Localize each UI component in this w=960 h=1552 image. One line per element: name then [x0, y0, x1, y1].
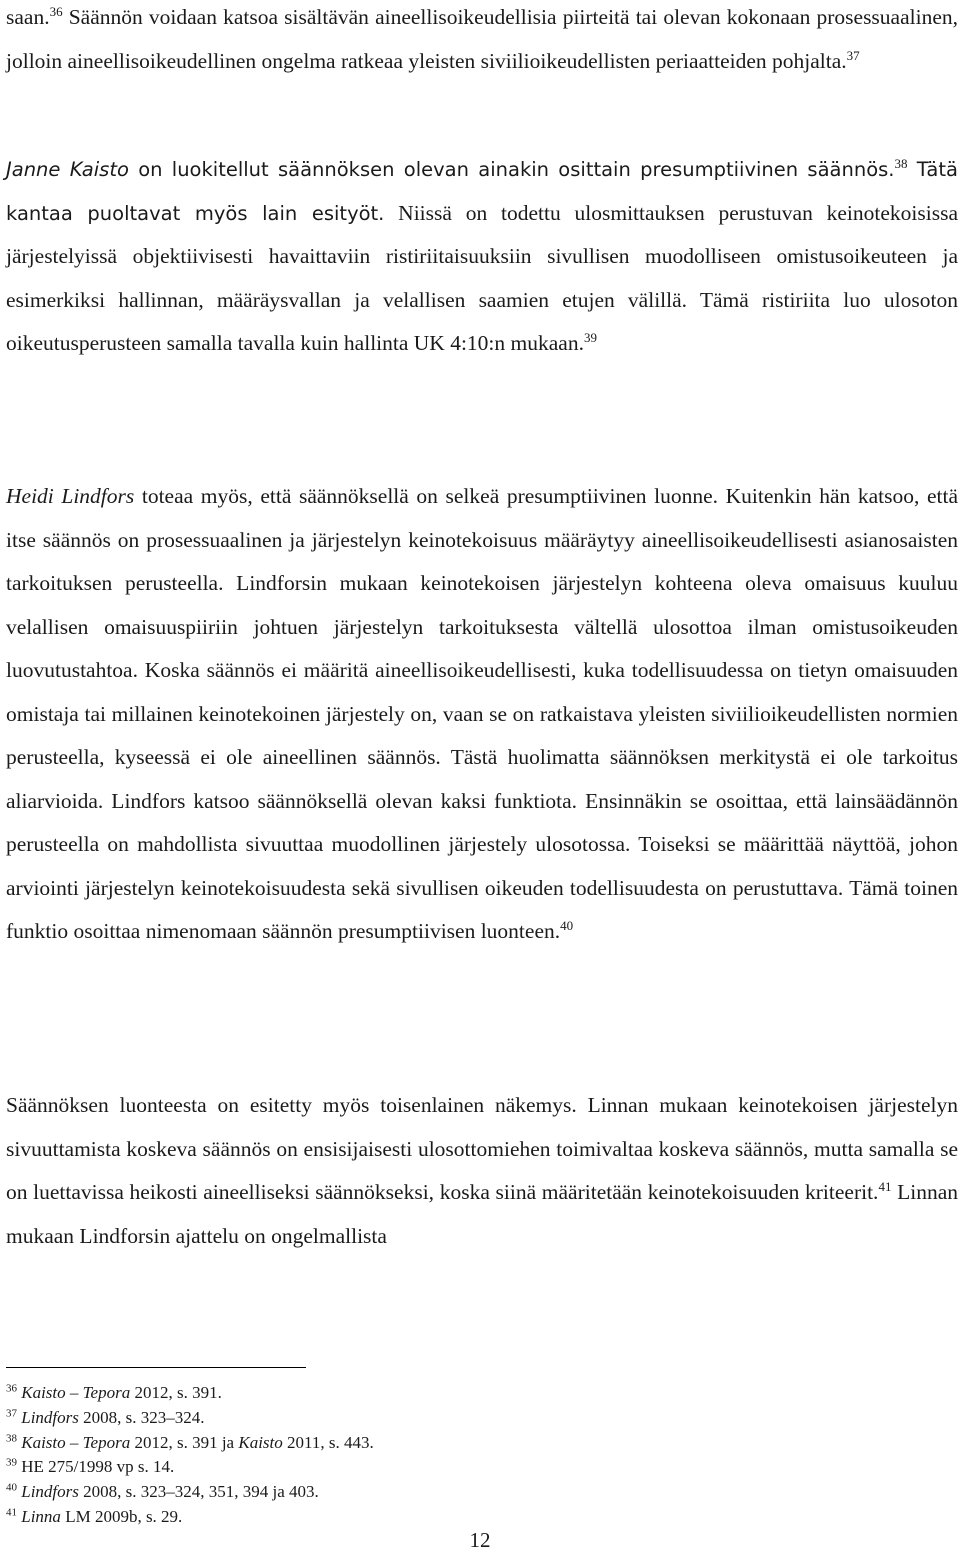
- footnote-author: Linna: [21, 1506, 61, 1526]
- footnote-author: Kaisto – Tepora: [21, 1432, 131, 1452]
- footnote-ref: 40: [560, 917, 574, 933]
- page-number: 12: [469, 1528, 491, 1552]
- paragraph-text: saan.: [6, 5, 50, 29]
- footnote-number: 39: [6, 1456, 17, 1469]
- footnote: [6, 1480, 906, 1505]
- paragraph-text: Niissä on todettu ulosmittauksen perustuvan keinotekoisissa järjestelyissä objektiivisesti havaittaviin ristiriitaisuuksiin sivullisen muodolliseen omistusoikeuteen ja esimerkiksi hallinnan, määräysvallan ja velallisen saamien etujen välillä. Tämä ristiriita luo ulosoton oikeutusperusteen samalla tavalla kuin hallinta UK 4:10:n mukaan.: [6, 200, 959, 355]
- paragraph-2: [6, 148, 958, 366]
- footnote-text: 2011, s. 443.: [282, 1432, 374, 1452]
- paragraph-1: [6, 0, 958, 83]
- footnote-ref: 39: [583, 329, 597, 345]
- footnotes: [6, 1381, 906, 1530]
- footnote-author: Lindfors: [21, 1407, 79, 1427]
- paragraph-text: toteaa myös, että säännöksellä on selkeä presumptiivinen luonne. Kuitenkin hän katsoo, että itse säännös on prosessuaalinen ja järjestelyn keinotekoisuus määräytyy aineellisoikeudellisesti asianosaisten tarkoituksen perusteella. Lindforsin mukaan keinotekoisen järjestelyn kohteena oleva omaisuus kuuluu velallisen omaisuuspiiriin johtuen järjestelyn tarkoituksesta vältellä ulosottoa ilman omistusoikeuden luovutustahtoa. Koska säännös ei määritä aineellisoikeudellisesti, kuka todellisuudessa on tietyn omaisuuden omistaja tai millainen keinotekoinen järjestely on, vaan se on ratkaistava yleisten siviilioikeudellisten normien perusteella, kyseessä ei ole aineellinen säännös. Tästä huolimatta säännöksen merkitystä ei ole tarkoitus aliarvioida. Lindfors katsoo säännöksellä olevan kaksi funktiota. Ensinnäkin se osoittaa, että lainsäädännön perusteella on mahdollista sivuuttaa muodollinen järjestely ulosotossa. Toiseksi se määrittää näyttöä, johon arviointi järjestelyn keinotekoisuudesta sekä sivullisen oikeuden todellisuudesta on perustuttava. Tämä toinen funktio osoittaa nimenomaan säännön presumptiivisen luonteen.: [6, 484, 959, 943]
- footnote-text: 2008, s. 323–324.: [78, 1407, 205, 1427]
- paragraph-3: [6, 475, 958, 954]
- footnote-number: 41: [6, 1506, 17, 1519]
- paragraph-text: Säännön voidaan katsoa sisältävän aineellisoikeudellisia piirteitä tai olevan kokonaan prosessuaalinen, jolloin aineellisoikeudellinen ongelma ratkeaa yleisten siviilioikeudellisten periaatteiden pohjalta.: [6, 5, 958, 73]
- footnote-number: 38: [6, 1431, 17, 1444]
- footnote-author: Kaisto: [238, 1432, 283, 1452]
- footnote-text: 2012, s. 391 ja: [130, 1432, 239, 1452]
- footnote-text: 2008, s. 323–324, 351, 394 ja 403.: [78, 1482, 319, 1502]
- paragraph-text: Linnan mukaan Lindforsin ajattelu on ongelmallista: [6, 1180, 958, 1248]
- footnote-number: 37: [6, 1407, 17, 1420]
- footnote-text: LM 2009b, s. 29.: [60, 1506, 183, 1526]
- footnote-number: 40: [6, 1481, 17, 1494]
- paragraph-text: Tätä kantaa puoltavat myös lain esityöt.: [6, 158, 958, 225]
- footnote: [6, 1431, 906, 1456]
- footnote-author: Kaisto – Tepora: [21, 1383, 131, 1402]
- footnote-ref: 36: [49, 3, 63, 19]
- author-name: Heidi Lindfors: [6, 484, 135, 508]
- footnote: [6, 1406, 906, 1431]
- footnote-ref: 38: [894, 155, 908, 171]
- footnote: [6, 1505, 906, 1530]
- footnote-text: 2012, s. 391.: [130, 1383, 222, 1402]
- paragraph-4: [6, 1084, 958, 1258]
- footnote-author: Lindfors: [21, 1482, 79, 1502]
- footnote-separator: [6, 1367, 306, 1368]
- footnote-number: 36: [6, 1382, 17, 1395]
- footnote: [6, 1381, 906, 1406]
- footnote-ref: 37: [846, 47, 860, 63]
- paragraph-text: Säännöksen luonteesta on esitetty myös toisenlainen näkemys. Linnan mukaan keinotekoisen järjestelyn sivuuttamista koskeva säännös on ensisijaisesti ulosottomiehen toimivaltaa koskeva säännös, mutta samalla se on luettavissa heikosti aineelliseksi säännökseksi, koska siinä määritetään keinotekoisuuden kriteerit.: [6, 1093, 958, 1204]
- paragraph-text: on luokitellut säännöksen olevan ainakin osittain presumptiivinen säännös.: [128, 158, 895, 181]
- footnote-text: HE 275/1998 vp s. 14.: [21, 1457, 175, 1477]
- footnote-ref: 41: [878, 1178, 892, 1194]
- author-name: Janne Kaisto: [6, 158, 129, 181]
- footnote: [6, 1455, 906, 1480]
